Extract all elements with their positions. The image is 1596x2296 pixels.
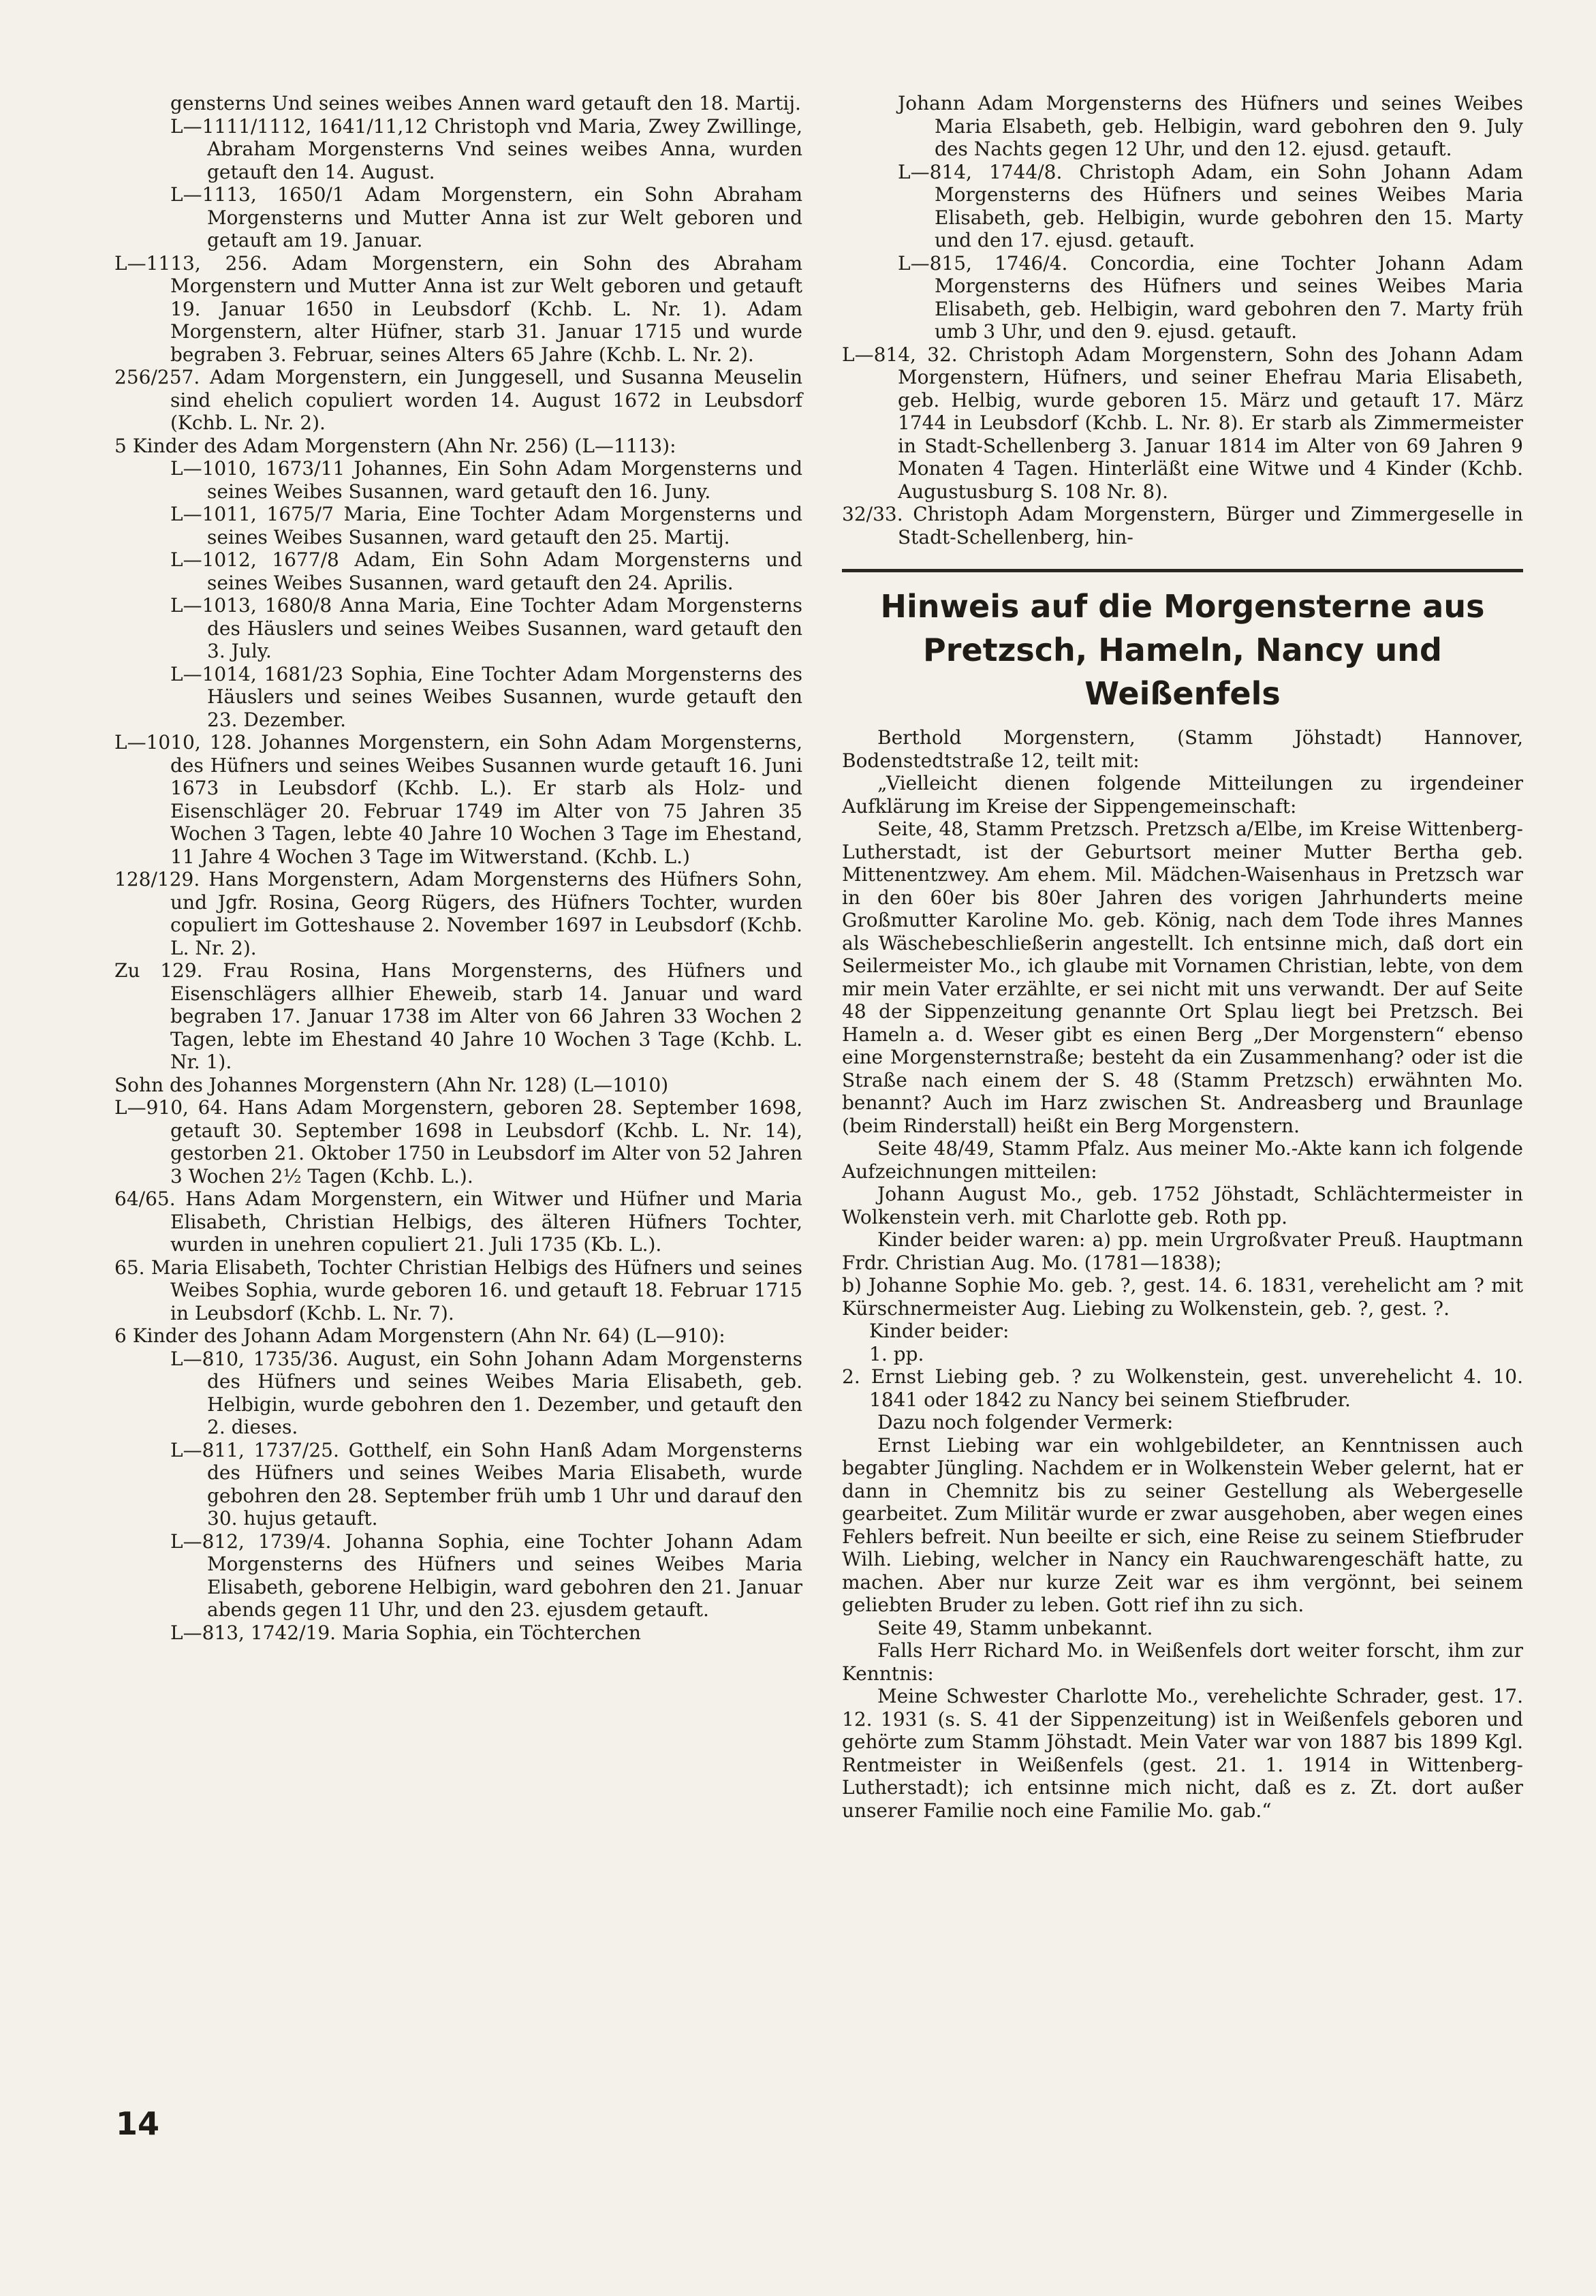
record-entry: L—1011, 1675/7 Maria, Eine Tochter Adam Morgensterns und seines Weibes Susannen, ward getauft den 25. Martij. (170, 503, 802, 548)
record-entry: L—1113, 256. Adam Morgenstern, ein Sohn des Abraham Morgenstern und Mutter Anna ist zur Welt geboren und getauft 19. Januar 1650 in Leubsdorf (Kchb. L. Nr. 1). Adam Morgenstern, alter Hüfner, starb 31. Januar 1715 und wurde begraben 3. Februar, seines Alters 65 Jahre (Kchb. L. Nr. 2). (114, 251, 802, 366)
record-entry: L—814, 32. Christoph Adam Morgenstern, Sohn des Johann Adam Morgenstern, Hüfners, und seiner Ehefrau Maria Elisabeth, geb. Helbig, wurde geboren 15. März und getauft 17. März 1744 in Leubsdorf (Kchb. L. Nr. 8). Er starb als Zimmermeister in Stadt-Schellenberg 3. Januar 1814 im Alter von 69 Jahren 9 Monaten 4 Tagen. Hinterläßt eine Witwe und 4 Kinder (Kchb. Augustusburg S. 108 Nr. 8). (842, 343, 1523, 503)
record-entry: 32/33. Christoph Adam Morgenstern, Bürger und Zimmergeselle in Stadt-Schellenberg, hin- (842, 503, 1523, 548)
record-entry: L—1014, 1681/23 Sophia, Eine Tochter Adam Morgensterns des Häuslers und seines Weibes Susannen, wurde getauft den 23. Dezember. (170, 662, 802, 731)
record-entry: L—1013, 1680/8 Anna Maria, Eine Tochter Adam Morgensterns des Häuslers und seines Weibes Susannen, ward getauft den 3. July. (170, 594, 802, 662)
article-paragraph: Kinder beider: (869, 1320, 1010, 1342)
record-entry: 5 Kinder des Adam Morgenstern (Ahn Nr. 256) (L—1113): (114, 434, 676, 457)
record-entry: 65. Maria Elisabeth, Tochter Christian Helbigs des Hüfners und seines Weibes Sophia, wurde geboren 16. und getauft 18. Februar 1715 in Leubsdorf (Kchb. L. Nr. 7). (114, 1256, 802, 1324)
record-entry: L—813, 1742/19. Maria Sophia, ein Töchterchen (170, 1621, 641, 1644)
record-entry: L—815, 1746/4. Concordia, eine Tochter Johann Adam Morgensterns des Hüfners und seines Weibes Maria Elisabeth, geb. Helbigin, ward gebohren den 7. Marty früh umb 3 Uhr, und den 9. ejusd. getauft. (898, 251, 1523, 343)
article-paragraph: 2. Ernst Liebing geb. ? zu Wolkenstein, gest. unverehelicht 4. 10. 1841 oder 1842 zu Nancy bei seinem Stiefbruder. (842, 1365, 1523, 1411)
article-paragraph: Johann August Mo., geb. 1752 Jöhstadt, Schlächtermeister in Wolkenstein verh. mit Charlotte geb. Roth pp. (842, 1183, 1523, 1228)
article-paragraph: Berthold Morgenstern, (Stamm Jöhstadt) Hannover, Bodenstedtstraße 12, teilt mit: (842, 726, 1523, 772)
record-entry: L—814, 1744/8. Christoph Adam, ein Sohn Johann Adam Morgensterns des Hüfners und seines Weibes Maria Elisabeth, geb. Helbigin, wurde gebohren den 15. Marty und den 17. ejusd. getauft. (898, 160, 1523, 251)
article-paragraph: Seite 48/49, Stamm Pfalz. Aus meiner Mo.-Akte kann ich folgende Aufzeichnungen mitteilen: (842, 1137, 1523, 1183)
record-entry: L—1010, 1673/11 Johannes, Ein Sohn Adam Morgensterns und seines Weibes Susannen, ward getauft den 16. Juny. (170, 457, 802, 503)
article-paragraph: „Vielleicht dienen folgende Mitteilungen zu irgendeiner Aufklärung im Kreise der Sippengemeinschaft: (842, 772, 1523, 818)
article-paragraph: Dazu noch folgender Vermerk: (877, 1411, 1174, 1433)
record-entry: 6 Kinder des Johann Adam Morgenstern (Ahn Nr. 64) (L—910): (114, 1324, 725, 1347)
record-entry: L—1113, 1650/1 Adam Morgenstern, ein Sohn Abraham Morgensterns und Mutter Anna ist zur Welt geboren und getauft am 19. Januar. (170, 183, 802, 251)
article-paragraph: Kinder beider waren: a) pp. mein Urgroßvater Preuß. Hauptmann Frdr. Christian Aug. Mo. (1781—1838); (842, 1228, 1523, 1274)
article-paragraph: Seite, 48, Stamm Pretzsch. Pretzsch a/Elbe, im Kreise Wittenberg-Lutherstadt, ist der Geburtsort meiner Mutter Bertha geb. Mittenentzwey. Am ehem. Mil. Mädchen-Waisenhaus in Pretzsch war in den 60er bis 80er Jahren des vorigen Jahrhunderts meine Großmutter Karoline Mo. geb. König, nach dem Tode ihres Mannes als Wäschebeschließerin angestellt. Ich entsinne mich, daß dort ein Seilermeister Mo., ich glaube mit Vornamen Christian, lebte, von dem mir mein Vater erzählte, er sei nicht mit uns verwandt. Der auf Seite 48 der Sippenzeitung genannte Ort Splau liegt bei Pretzsch. Bei Hameln a. d. Weser gibt es einen Berg „Der Morgenstern“ ebenso eine Morgensternstraße; besteht da ein Zusammenhang? oder ist die Straße nach einem der S. 48 (Stamm Pretzsch) erwähnten Mo. benannt? Auch im Harz zwischen St. Andreasberg und Braunlage (beim Rinderstall) heißt ein Berg Morgenstern. (842, 818, 1523, 1137)
record-entry: Sohn des Johannes Morgenstern (Ahn Nr. 128) (L—1010) (114, 1073, 669, 1096)
page-number: 14 (116, 2105, 160, 2142)
record-entry: gensterns Und seines weibes Annen ward getauft den 18. Martij. (170, 92, 801, 114)
article-paragraph: Falls Herr Richard Mo. in Weißenfels dort weiter forscht, ihm zur Kenntnis: (842, 1639, 1523, 1685)
article-paragraph: Ernst Liebing war ein wohlgebildeter, an Kenntnissen auch begabter Jüngling. Nachdem er in Wolkenstein Weber gelernt, hat er dann in Chemnitz bis zu seiner Gestellung als Webergeselle gearbeitet. Zum Militär wurde er zwar ausgehoben, aber wegen eines Fehlers befreit. Nun beeilte er sich, eine Reise zu seinem Stiefbruder Wilh. Liebing, welcher in Nancy ein Rauchwarengeschäft hatte, zu machen. Aber nur kurze Zeit war es ihm vergönnt, bei seinem geliebten Bruder zu leben. Gott rief ihn zu sich. (842, 1433, 1523, 1616)
record-entry: 64/65. Hans Adam Morgenstern, ein Witwer und Hüfner und Maria Elisabeth, Christian Helbigs, des älteren Hüfners Tochter, wurden in unehren copuliert 21. Juli 1735 (Kb. L.). (114, 1188, 802, 1256)
section-divider (842, 569, 1523, 572)
left-column (114, 92, 802, 1644)
article-paragraph: b) Johanne Sophie Mo. geb. ?, gest. 14. 6. 1831, verehelicht am ? mit Kürschnermeister Aug. Liebing zu Wolkenstein, geb. ?, gest. ?. (842, 1274, 1523, 1320)
record-entry: Zu 129. Frau Rosina, Hans Morgensterns, des Hüfners und Eisenschlägers allhier Eheweib, starb 14. Januar und ward begraben 17. Januar 1738 im Alter von 66 Jahren 33 Wochen 2 Tagen, lebte im Ehestand 40 Jahre 10 Wochen 3 Tage (Kchb. L. Nr. 1). (114, 959, 802, 1073)
right-column (842, 92, 1523, 1822)
record-entry: Johann Adam Morgensterns des Hüfners und seines Weibes Maria Elsabeth, geb. Helbigin, ward gebohren den 9. July des Nachts gegen 12 Uhr, und den 12. ejusd. getauft. (898, 92, 1523, 160)
heading-line-2: Pretzsch, Hameln, Nancy und Weißenfels (923, 632, 1442, 712)
record-entry: L—810, 1735/36. August, ein Sohn Johann Adam Morgensterns des Hüfners und seines Weibes Maria Elisabeth, geb. Helbigin, wurde gebohren den 1. Dezember, und getauft den 2. dieses. (170, 1347, 802, 1438)
article-paragraph: Seite 49, Stamm unbekannt. (877, 1616, 1153, 1639)
record-entry: 128/129. Hans Morgenstern, Adam Morgensterns des Hüfners Sohn, und Jgfr. Rosina, Georg Rügers, des Hüfners Tochter, wurden copuliert im Gotteshause 2. November 1697 in Leubsdorf (Kchb. L. Nr. 2). (114, 868, 802, 959)
record-entry: L—1012, 1677/8 Adam, Ein Sohn Adam Morgensterns und seines Weibes Susannen, ward getauft den 24. Aprilis. (170, 548, 802, 594)
heading-line-1: Hinweis auf die Morgensterne aus (880, 588, 1485, 625)
record-entry: L—1010, 128. Johannes Morgenstern, ein Sohn Adam Morgensterns, des Hüfners und seines Weibes Susannen wurde getauft 16. Juni 1673 in Leubsdorf (Kchb. L.). Er starb als Holz- und Eisenschläger 20. Februar 1749 im Alter von 75 Jahren 35 Wochen 3 Tagen, lebte 40 Jahre 10 Wochen 3 Tage im Ehestand, 11 Jahre 4 Wochen 3 Tage im Witwerstand. (Kchb. L.) (114, 731, 802, 868)
record-entry: 256/257. Adam Morgenstern, ein Junggesell, und Susanna Meuselin sind ehelich copuliert worden 14. August 1672 in Leubsdorf (Kchb. L. Nr. 2). (114, 366, 802, 434)
article-paragraph: 1. pp. (869, 1342, 924, 1365)
record-entry: L—811, 1737/25. Gotthelf, ein Sohn Hanß Adam Morgensterns des Hüfners und seines Weibes Maria Elisabeth, wurde gebohren den 28. September früh umb 1 Uhr und darauf den 30. hujus getauft. (170, 1438, 802, 1530)
record-entry: L—812, 1739/4. Johanna Sophia, eine Tochter Johann Adam Morgensterns des Hüfners und seines Weibes Maria Elisabeth, geborene Helbigin, ward gebohren den 21. Januar abends gegen 11 Uhr, und den 23. ejusdem getauft. (170, 1530, 802, 1621)
record-entry: L—910, 64. Hans Adam Morgenstern, geboren 28. September 1698, getauft 30. September 1698 in Leubsdorf (Kchb. L. Nr. 14), gestorben 21. Oktober 1750 in Leubsdorf im Alter von 52 Jahren 3 Wochen 2½ Tagen (Kchb. L.). (114, 1096, 802, 1188)
article-heading (842, 585, 1523, 715)
article-paragraph: Meine Schwester Charlotte Mo., verehelichte Schrader, gest. 17. 12. 1931 (s. S. 41 der Sippenzeitung) ist in Weißenfels geboren und gehörte zum Stamm Jöhstadt. Mein Vater war von 1887 bis 1899 Kgl. Rentmeister in Weißenfels (gest. 21. 1. 1914 in Wittenberg-Lutherstadt); ich entsinne mich nicht, daß es z. Zt. dort außer unserer Familie noch eine Familie Mo. gab.“ (842, 1685, 1523, 1822)
record-entry: L—1111/1112, 1641/11,12 Christoph vnd Maria, Zwey Zwillinge, Abraham Morgensterns Vnd seines weibes Anna, wurden getauft den 14. August. (170, 114, 802, 183)
